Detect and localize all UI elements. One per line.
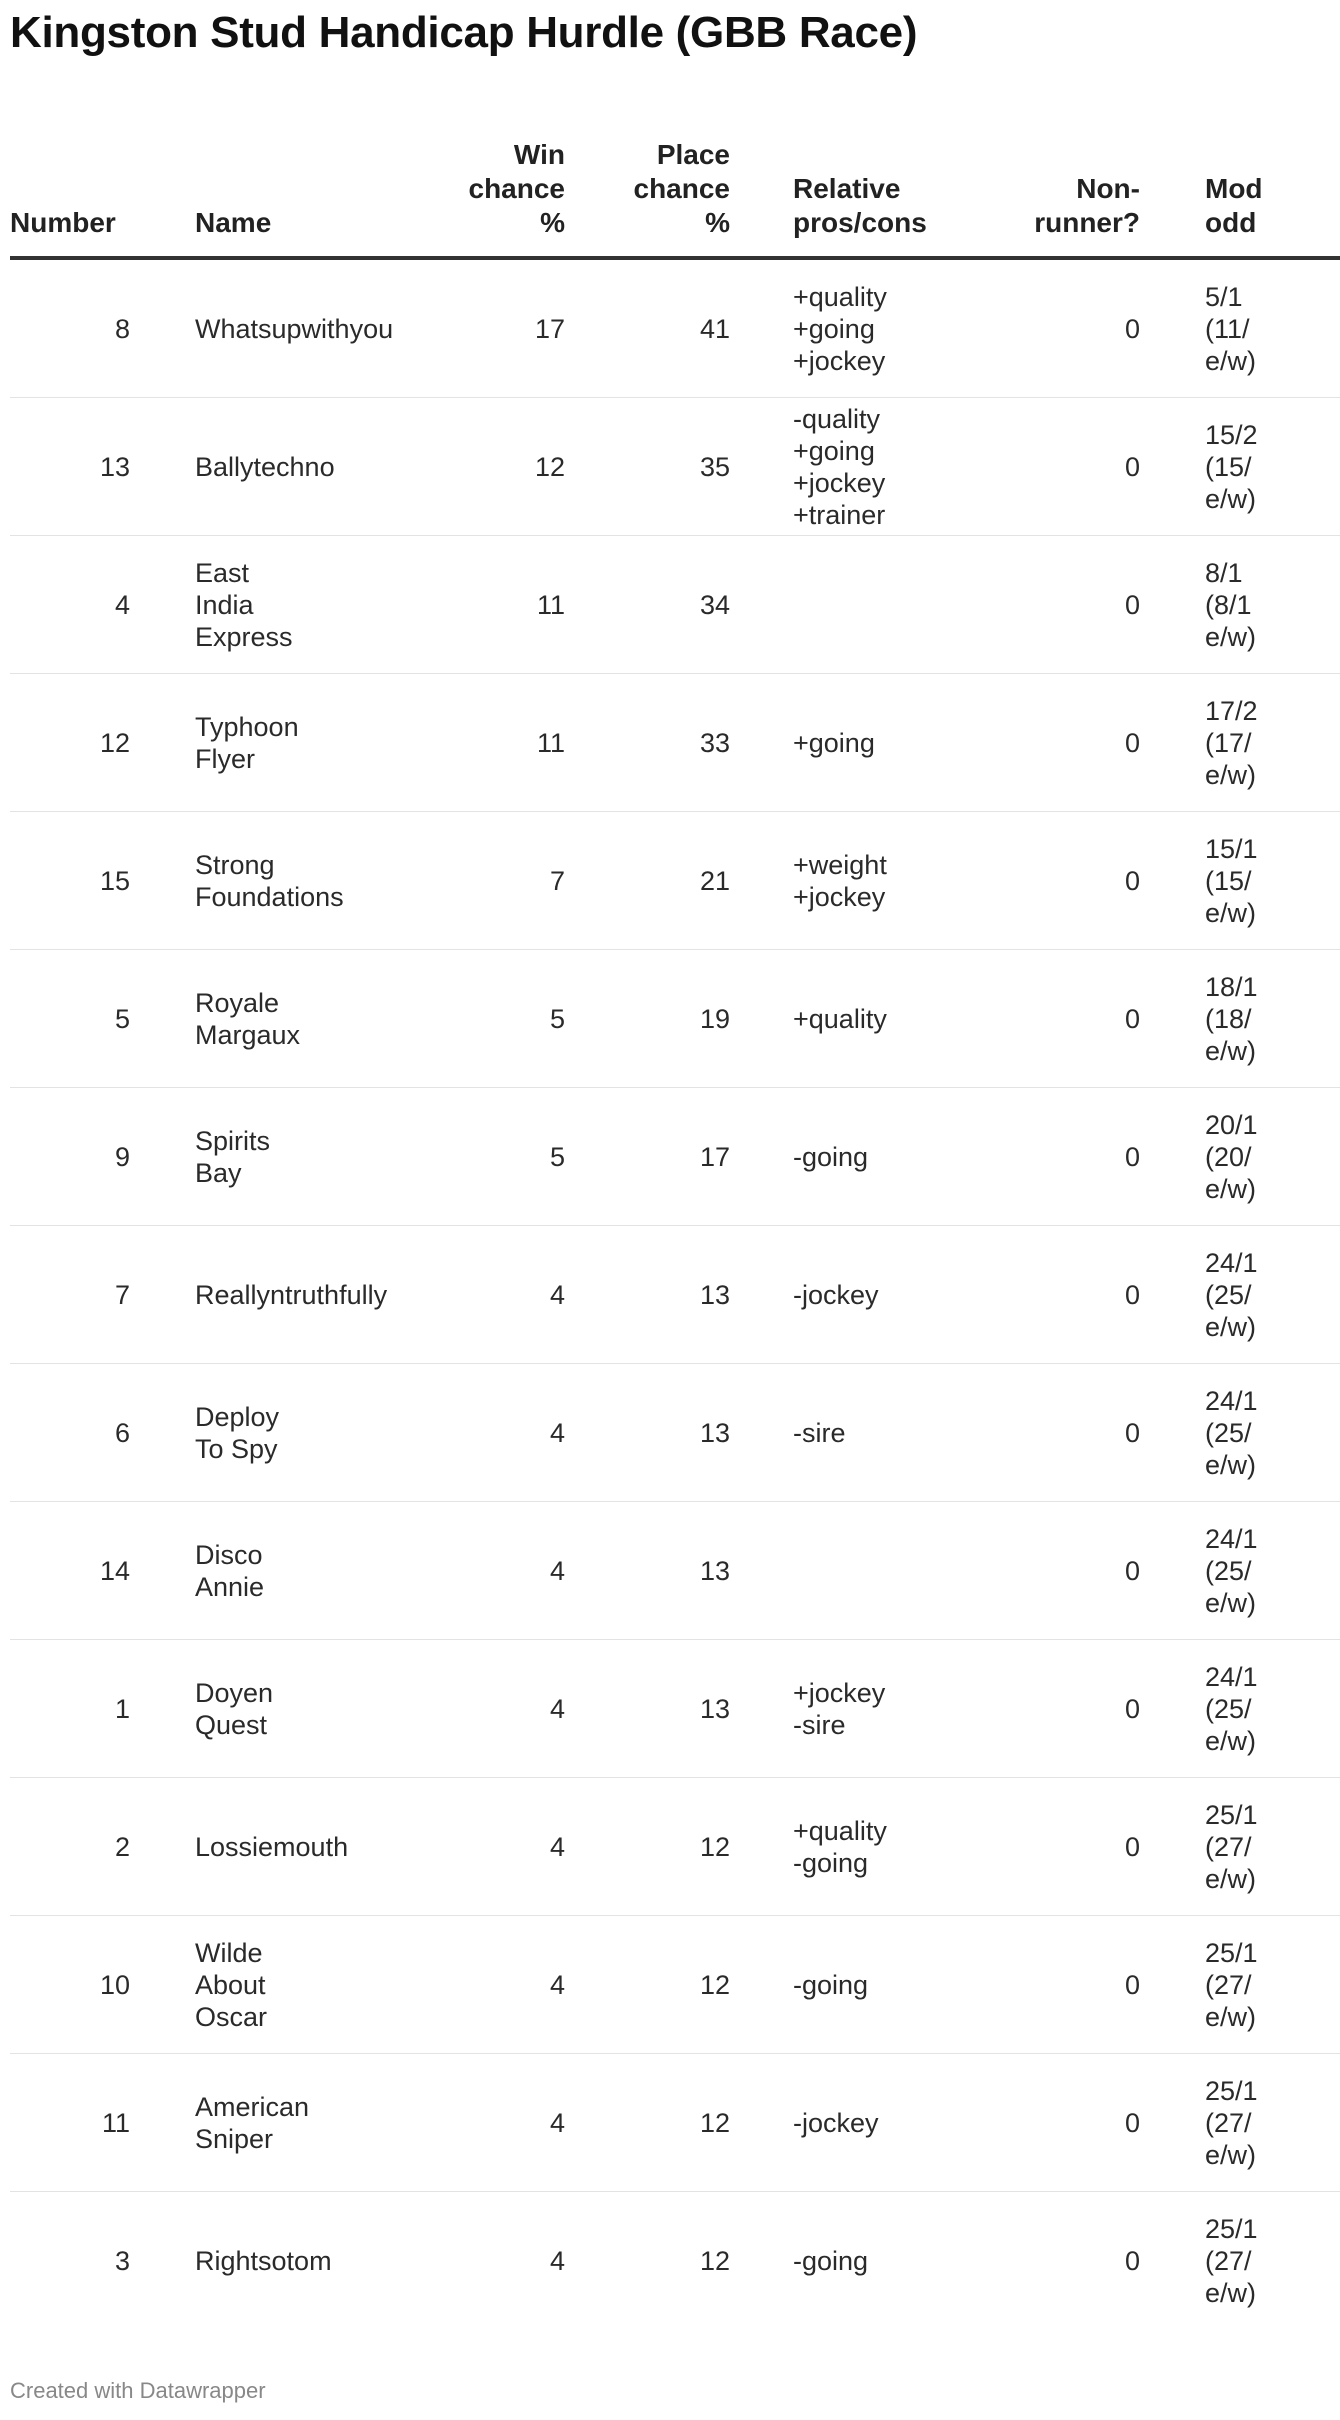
cell-nonrunner: 0	[960, 1226, 1140, 1364]
header-place-line: %	[705, 207, 730, 238]
cell-odds: 20/1 (20/ e/w)	[1140, 1088, 1340, 1226]
table-row	[10, 536, 1340, 674]
cell-place-chance: 34	[565, 536, 730, 674]
header-nonrunner-line: Non-	[1076, 173, 1140, 204]
header-win-line: Win	[513, 139, 565, 170]
header-place-line: chance	[633, 173, 730, 204]
table-row	[10, 1364, 1340, 1502]
table-row	[10, 674, 1340, 812]
cell-name: Royale Margaux	[130, 950, 305, 1088]
cell-nonrunner: 0	[960, 1916, 1140, 2054]
cell-place-chance: 19	[565, 950, 730, 1088]
cell-relative: +jockey -sire	[730, 1640, 960, 1778]
table-row	[10, 398, 1340, 536]
cell-place-chance: 12	[699, 2245, 730, 2276]
cell-nonrunner: 0	[960, 812, 1140, 950]
cell-odds: 24/1 (25/ e/w)	[1140, 1364, 1340, 1502]
cell-win-chance: 7	[305, 812, 565, 950]
table-row	[10, 1088, 1340, 1226]
cell-odds: 25/1 (27/ e/w)	[1140, 1778, 1340, 1916]
cell-win-chance: 5	[305, 950, 565, 1088]
cell-place-chance: 35	[565, 398, 730, 536]
cell-nonrunner: 0	[960, 1778, 1140, 1916]
cell-relative	[730, 1502, 960, 1640]
cell-odds: 25/1 (27/ e/w)	[1140, 1916, 1340, 2054]
header-odds-line: Mod	[1205, 173, 1263, 204]
header-odds-line: odd	[1205, 207, 1257, 238]
race-table	[10, 110, 1340, 2329]
cell-relative: +going	[730, 674, 960, 812]
cell-nonrunner: 0	[960, 258, 1140, 398]
header-relative-line: pros/cons	[793, 207, 927, 238]
race-table-container[interactable]	[10, 110, 1263, 2360]
cell-nonrunner: 0	[960, 398, 1140, 536]
header-nonrunner-line: runner?	[1034, 207, 1140, 238]
cell-place-chance: 13	[565, 1640, 730, 1778]
cell-nonrunner: 0	[960, 1502, 1140, 1640]
cell-name: Whatsupwithyou	[130, 258, 305, 398]
cell-odds: 5/1 (11/ e/w)	[1140, 258, 1340, 398]
cell-win-chance: 17	[305, 258, 565, 398]
cell-relative: -going	[730, 1088, 960, 1226]
header-win-line: chance	[468, 173, 565, 204]
table-body	[10, 258, 1340, 2329]
cell-name: East India Express	[130, 536, 305, 674]
header-relative-line: Relative	[793, 173, 901, 204]
cell-place-chance: 12	[565, 2054, 730, 2192]
cell-odds: 8/1 (8/1 e/w)	[1140, 536, 1340, 674]
cell-name: Rightsotom	[195, 2245, 332, 2276]
table-row	[10, 812, 1340, 950]
header-nonrunner	[960, 110, 1140, 258]
cell-nonrunner: 0	[960, 1088, 1140, 1226]
header-name-label: Name	[195, 207, 272, 238]
cell-number: 10	[10, 1916, 130, 2054]
cell-odds: 15/1 (15/ e/w)	[1140, 812, 1340, 950]
table-row	[10, 1916, 1340, 2054]
cell-relative	[730, 536, 960, 674]
cell-number: 15	[10, 812, 130, 950]
table-row	[10, 2192, 1340, 2330]
header-name	[130, 110, 305, 258]
cell-odds: 24/1 (25/ e/w)	[1140, 1502, 1340, 1640]
cell-win-chance: 4	[305, 1640, 565, 1778]
cell-relative: -going	[793, 2245, 869, 2276]
cell-number: 5	[10, 950, 130, 1088]
cell-win-chance: 4	[549, 2245, 565, 2276]
cell-win-chance: 12	[305, 398, 565, 536]
cell-place-chance: 12	[565, 1916, 730, 2054]
table-row	[10, 1640, 1340, 1778]
cell-number: 13	[10, 398, 130, 536]
cell-win-chance: 4	[305, 2054, 565, 2192]
cell-place-chance: 21	[565, 812, 730, 950]
cell-win-chance: 4	[305, 1778, 565, 1916]
cell-nonrunner: 0	[1124, 2245, 1140, 2276]
cell-win-chance: 4	[305, 1502, 565, 1640]
footer-credit[interactable]: Created with Datawrapper	[10, 2378, 266, 2403]
cell-number: 3	[114, 2245, 130, 2276]
cell-win-chance: 5	[305, 1088, 565, 1226]
cell-name: Wilde About Oscar	[130, 1916, 305, 2054]
cell-relative: +quality -going	[730, 1778, 960, 1916]
cell-nonrunner: 0	[960, 2054, 1140, 2192]
cell-odds: 25/1 (27/ e/w)	[1140, 2054, 1340, 2192]
cell-name: Typhoon Flyer	[130, 674, 305, 812]
cell-relative: -jockey	[730, 2054, 960, 2192]
header-place-line: Place	[656, 139, 730, 170]
cell-number: 7	[10, 1226, 130, 1364]
cell-number: 11	[10, 2054, 130, 2192]
table-row	[10, 1502, 1340, 1640]
cell-odds: 18/1 (18/ e/w)	[1140, 950, 1340, 1088]
header-place-chance	[565, 110, 730, 258]
cell-relative: -going	[730, 1916, 960, 2054]
table-row	[10, 2054, 1340, 2192]
cell-nonrunner: 0	[960, 950, 1140, 1088]
cell-win-chance: 11	[305, 536, 565, 674]
cell-nonrunner: 0	[960, 536, 1140, 674]
cell-number: 9	[10, 1088, 130, 1226]
table-row	[10, 258, 1340, 398]
cell-relative: +quality +going +jockey	[730, 258, 960, 398]
cell-odds: 25/1 (27/ e/w)	[1205, 2213, 1258, 2308]
cell-relative: -quality +going +jockey +trainer	[730, 398, 960, 536]
page-title: Kingston Stud Handicap Hurdle (GBB Race)	[10, 8, 918, 57]
cell-number: 8	[10, 258, 130, 398]
table-row	[10, 1226, 1340, 1364]
cell-win-chance: 11	[305, 674, 565, 812]
cell-name: Doyen Quest	[130, 1640, 305, 1778]
cell-place-chance: 13	[565, 1226, 730, 1364]
cell-relative: +quality	[730, 950, 960, 1088]
cell-number: 6	[10, 1364, 130, 1502]
table-header	[10, 110, 1340, 258]
cell-number: 4	[10, 536, 130, 674]
cell-win-chance: 4	[305, 1916, 565, 2054]
cell-relative: -sire	[730, 1364, 960, 1502]
header-win-chance	[305, 110, 565, 258]
cell-nonrunner: 0	[960, 1364, 1140, 1502]
cell-win-chance: 4	[305, 1226, 565, 1364]
table-row	[10, 950, 1340, 1088]
cell-place-chance: 41	[565, 258, 730, 398]
cell-number: 14	[10, 1502, 130, 1640]
cell-nonrunner: 0	[960, 1640, 1140, 1778]
cell-name: Disco Annie	[130, 1502, 305, 1640]
cell-name: Ballytechno	[130, 398, 305, 536]
cell-number: 1	[10, 1640, 130, 1778]
cell-place-chance: 13	[565, 1364, 730, 1502]
cell-name: American Sniper	[130, 2054, 305, 2192]
cell-place-chance: 17	[565, 1088, 730, 1226]
cell-place-chance: 12	[565, 1778, 730, 1916]
cell-name: Lossiemouth	[130, 1778, 305, 1916]
cell-name: Strong Foundations	[130, 812, 305, 950]
cell-odds: 24/1 (25/ e/w)	[1140, 1226, 1340, 1364]
header-odds	[1140, 110, 1340, 258]
cell-number: 2	[10, 1778, 130, 1916]
cell-place-chance: 13	[565, 1502, 730, 1640]
cell-number: 12	[10, 674, 130, 812]
header-relative	[730, 110, 960, 258]
cell-odds: 17/2 (17/ e/w)	[1140, 674, 1340, 812]
table-row	[10, 1778, 1340, 1916]
cell-nonrunner: 0	[960, 674, 1140, 812]
cell-relative: +weight +jockey	[730, 812, 960, 950]
header-win-line: %	[540, 207, 565, 238]
cell-win-chance: 4	[305, 1364, 565, 1502]
cell-name: Spirits Bay	[130, 1088, 305, 1226]
cell-name: Reallyntruthfully	[130, 1226, 305, 1364]
header-number	[10, 110, 130, 258]
cell-place-chance: 33	[565, 674, 730, 812]
cell-odds: 24/1 (25/ e/w)	[1140, 1640, 1340, 1778]
cell-odds: 15/2 (15/ e/w)	[1140, 398, 1340, 536]
cell-name: Deploy To Spy	[130, 1364, 305, 1502]
cell-relative: -jockey	[730, 1226, 960, 1364]
header-number-label: Number	[10, 207, 116, 238]
